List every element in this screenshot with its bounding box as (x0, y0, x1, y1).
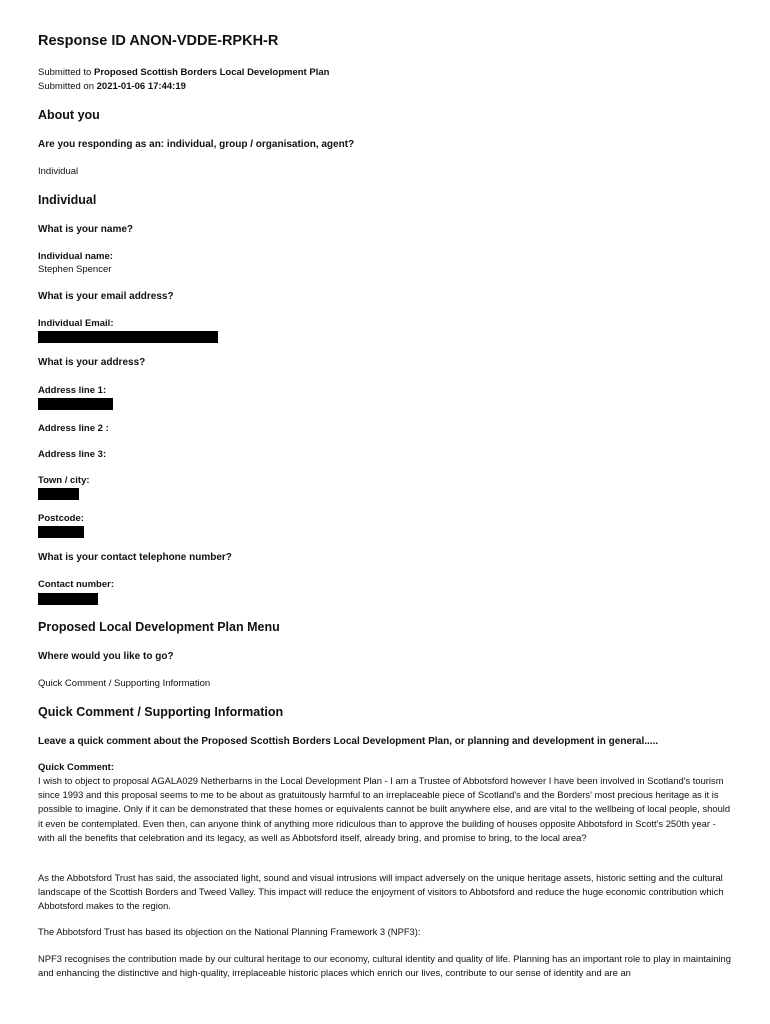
submitted-to-value: Proposed Scottish Borders Local Development Plan (93, 67, 330, 78)
label-town-city: Town / city: (38, 475, 90, 486)
submitted-on-prefix: Submitted on (38, 81, 94, 92)
label-quick-comment: Quick Comment: (38, 762, 115, 773)
question-email: What is your email address? (38, 291, 174, 302)
answer-where-to-go: Quick Comment / Supporting Information (38, 678, 211, 689)
comment-paragraph-2: As the Abbotsford Trust has said, the associated light, sound and visual intrusions will impact adversely on the unique heritage assets, historic setting and the cultural landscape of the Scottish Borders and Tweed Valley. This impact will reduce the enjoyment of visitors to Abbotsford and reduce the huge economic contribution which Abbotsford makes to the region. (38, 872, 724, 912)
label-contact-number: Contact number: (38, 579, 114, 590)
question-where-to-go: Where would you like to go? (38, 651, 174, 662)
label-individual-email: Individual Email: (38, 318, 114, 329)
label-address-line-2: Address line 2 : (38, 423, 109, 434)
redacted-email (38, 331, 218, 343)
redacted-town-city (38, 488, 79, 500)
label-postcode: Postcode: (38, 513, 84, 524)
question-address: What is your address? (38, 357, 146, 368)
submitted-to-line (38, 67, 329, 78)
redacted-address-line-1 (38, 398, 113, 410)
submitted-on-value: 2021-01-06 17:44:19 (96, 81, 186, 92)
question-telephone: What is your contact telephone number? (38, 552, 232, 563)
submitted-to-prefix: Submitted to (38, 67, 92, 78)
comment-paragraph-4: NPF3 recognises the contribution made by our cultural heritage to our economy, cultural identity and quality of life. Planning has an important role to play in maintaining and enhancing the distinctive and high-quality, irreplaceable historic places which enrich our lives, contribute to our sense of identity and are an (38, 953, 731, 979)
section-heading-about: About you (38, 108, 100, 122)
answer-responding-as: Individual (38, 166, 79, 177)
section-heading-individual: Individual (38, 193, 97, 207)
label-address-line-1: Address line 1: (38, 385, 107, 396)
question-quick-comment: Leave a quick comment about the Proposed Scottish Borders Local Development Plan, or planning and development in general..... (38, 736, 659, 747)
redacted-contact-number (38, 593, 98, 605)
label-address-line-3: Address line 3: (38, 449, 107, 460)
label-individual-name: Individual name: (38, 251, 113, 262)
section-heading-plan-menu: Proposed Local Development Plan Menu (38, 620, 280, 634)
submitted-on-line (38, 81, 186, 92)
section-heading-quick-comment: Quick Comment / Supporting Information (38, 705, 284, 719)
redacted-postcode (38, 526, 84, 538)
comment-paragraph-3: The Abbotsford Trust has based its objection on the National Planning Framework 3 (NPF3): (38, 926, 421, 937)
question-responding-as: Are you responding as an: individual, group / organisation, agent? (38, 139, 355, 150)
question-name: What is your name? (38, 224, 134, 235)
value-individual-name: Stephen Spencer (38, 264, 112, 275)
comment-paragraph-1: I wish to object to proposal AGALA029 Netherbarns in the Local Development Plan - I am a Trustee of Abbotsford however I have been involved in Scotland's tourism since 1993 and this proposal seems to me to be about as gratuitously harmful to an irreplaceable piece of Scotland's and the Borders' most precious heritage as it is possible to imagine. Only if it can be demonstrated that these homes or equivalents cannot be built anywhere else, and are vital to the wellbeing of local people, should it even be contemplated. Even then, can anyone think of anything more ridiculous than to approve the building of houses opposite Abbotsford in Scott's 250th year - with all the benefits that celebration and its legacy, as well as Abbotsford itself, already bring, and promise to bring, to the local area? (38, 775, 731, 843)
response-title: Response ID ANON-VDDE-RPKH-R (38, 33, 279, 49)
